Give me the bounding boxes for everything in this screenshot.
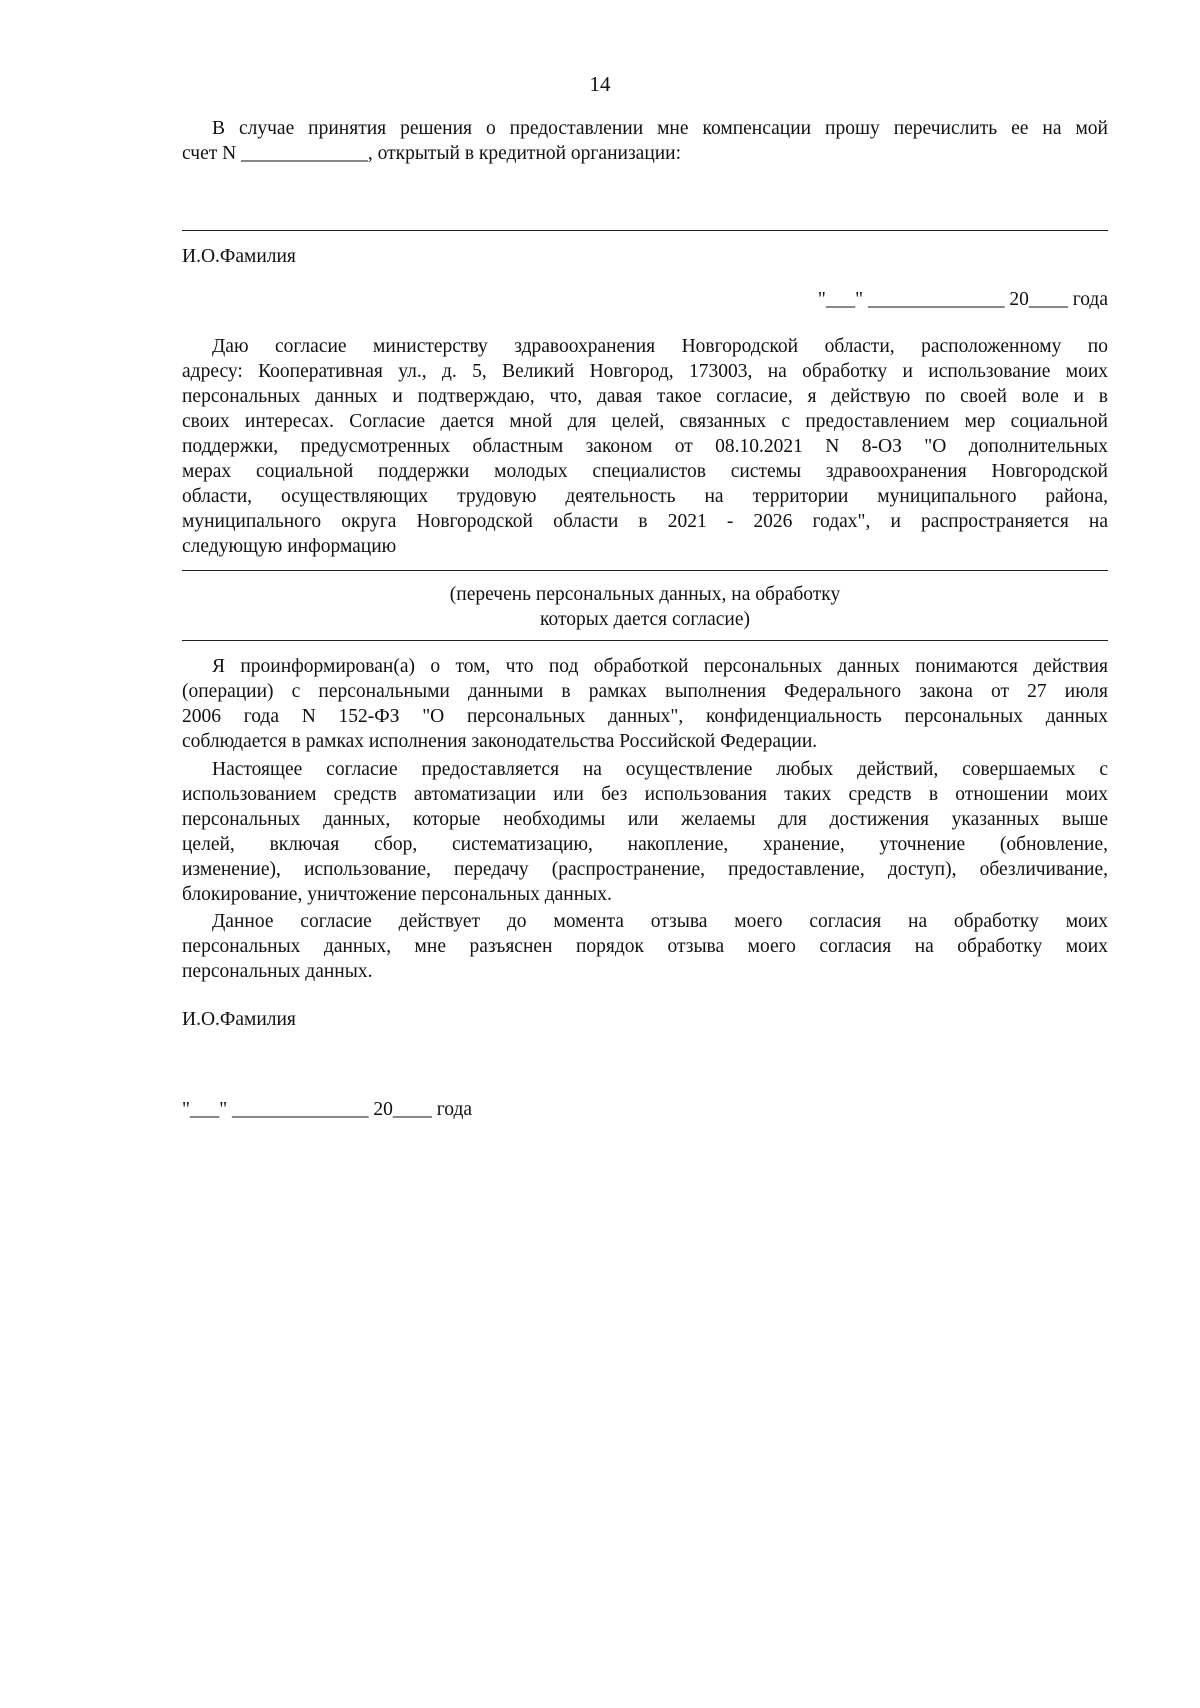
scope-line: целей, включая сбор, систематизацию, накопление, хранение, уточнение (обновление, — [182, 834, 1108, 855]
signature-block-1 — [182, 244, 1108, 269]
signature-block-2 — [182, 1007, 1108, 1032]
informed-line: 2006 года N 152-ФЗ "О персональных данных", конфиденциальность персональных данных — [182, 706, 1108, 727]
informed-line: (операции) с персональными данными в рамках выполнения Федерального закона от 27 июля — [182, 681, 1108, 702]
consent-line: мерах социальной поддержки молодых специалистов системы здравоохранения Новгородской — [182, 461, 1108, 482]
scope-paragraph — [182, 757, 1108, 907]
consent-line: муниципального округа Новгородской области в 2021 - 2026 годах", и распространяется на — [182, 511, 1108, 532]
consent-line: поддержки, предусмотренных областным законом от 08.10.2021 N 8-ОЗ "О дополнительных — [182, 436, 1108, 457]
date-block-1 — [182, 287, 1108, 312]
scope-line: использованием средств автоматизации или без использования таких средств в отношении моих — [182, 784, 1108, 805]
date-line: "___" ______________ 20____ года — [817, 289, 1108, 310]
consent-line: следующую информацию — [182, 536, 397, 557]
consent-line: адресу: Кооперативная ул., д. 5, Великий Новгород, 173003, на обработку и использование моих — [182, 361, 1108, 382]
scope-line: персональных данных, которые необходимы или желаемы для достижения указанных выше — [182, 809, 1108, 830]
signature-name: И.О.Фамилия — [182, 246, 296, 267]
account-request-line: счет N _____________, открытый в кредитной организации: — [182, 143, 682, 164]
consent-paragraph — [182, 334, 1108, 559]
personal-data-caption — [182, 582, 1108, 632]
account-request-line: В случае принятия решения о предоставлении мне компенсации прошу перечислить ее на мой — [212, 118, 1108, 139]
scope-line: блокирование, уничтожение персональных данных. — [182, 884, 612, 905]
validity-paragraph — [182, 909, 1108, 984]
personal-data-rule-bottom — [182, 640, 1108, 641]
informed-paragraph — [182, 654, 1108, 754]
scope-line: Настоящее согласие предоставляется на осуществление любых действий, совершаемых с — [212, 759, 1108, 780]
date-block-2 — [182, 1097, 1108, 1122]
consent-line: Даю согласие министерству здравоохранения Новгородской области, расположенному по — [212, 336, 1108, 357]
caption-line: (перечень персональных данных, на обработку — [449, 584, 841, 605]
account-request-paragraph — [182, 116, 1108, 166]
consent-line: своих интересах. Согласие дается мной для целей, связанных с предоставлением мер социальной — [182, 411, 1108, 432]
signature-name: И.О.Фамилия — [182, 1009, 296, 1030]
caption-line: которых дается согласие) — [540, 609, 750, 630]
page-number: 14 — [589, 72, 611, 96]
validity-line: персональных данных, мне разъяснен порядок отзыва моего согласия на обработку моих — [182, 936, 1108, 957]
personal-data-rule-top — [182, 570, 1108, 571]
consent-line: персональных данных и подтверждаю, что, давая такое согласие, я действую по своей воле и в — [182, 386, 1108, 407]
validity-line: Данное согласие действует до момента отзыва моего согласия на обработку моих — [212, 911, 1108, 932]
validity-line: персональных данных. — [182, 961, 373, 982]
informed-line: Я проинформирован(а) о том, что под обработкой персональных данных понимаются действия — [212, 656, 1108, 677]
bank-name-rule — [182, 230, 1108, 231]
scope-line: изменение), использование, передачу (распространение, предоставление, доступ), обезличивание, — [182, 859, 1108, 880]
informed-line: соблюдается в рамках исполнения законодательства Российской Федерации. — [182, 731, 818, 752]
date-line: "___" ______________ 20____ года — [182, 1099, 473, 1120]
consent-line: области, осуществляющих трудовую деятельность на территории муниципального района, — [182, 486, 1108, 507]
